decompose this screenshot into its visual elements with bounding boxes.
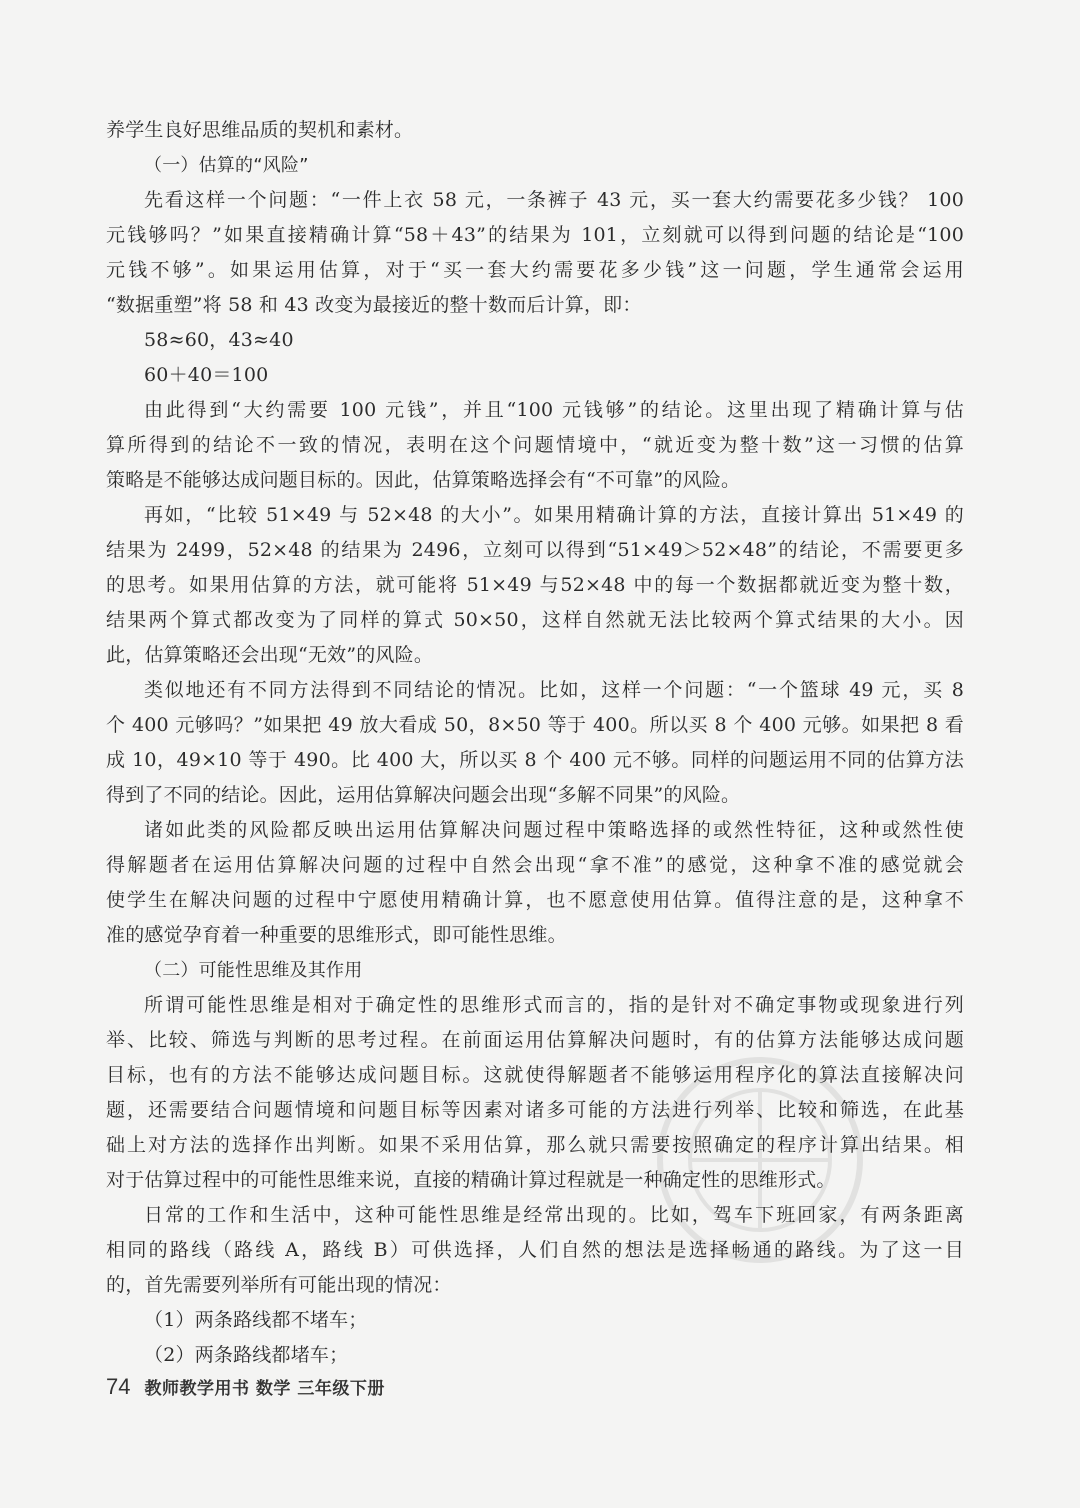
paragraph-line: 成 10，49×10 等于 490。比 400 大，所以买 8 个 400 元不够。同样的问题运用不同的估算方法 — [106, 749, 964, 771]
paragraph-line: 的思考。如果用估算的方法，就可能将 51×49 与52×48 中的每一个数据都就近变为整十数， — [106, 574, 964, 596]
page-footer — [106, 1374, 385, 1408]
equation-line: 60＋40＝100 — [144, 364, 269, 386]
paragraph-line: 得解题者在运用估算解决问题的过程中自然会出现“拿不准”的感觉，这种拿不准的感觉就会 — [106, 854, 964, 876]
section-heading: （一）估算的“风险” — [144, 155, 309, 176]
paragraph-line: 元钱够吗？”如果直接精确计算“58＋43”的结果为 101，立刻就可以得到问题的结论是“100 — [106, 224, 964, 246]
book-title: 教师教学用书 数学 三年级下册 — [144, 1379, 385, 1399]
paragraph-line: 此，估算策略还会出现“无效”的风险。 — [106, 644, 434, 666]
paragraph-line: 所谓可能性思维是相对于确定性的思维形式而言的，指的是针对不确定事物或现象进行列 — [144, 994, 964, 1016]
paragraph-line: 举、比较、筛选与判断的思考过程。在前面运用估算解决问题时，有的估算方法能够达成问题 — [106, 1029, 964, 1051]
paragraph-line: 础上对方法的选择作出判断。如果不采用估算，那么就只需要按照确定的程序计算出结果。相 — [106, 1134, 964, 1156]
paragraph-line: 得到了不同的结论。因此，运用估算解决问题会出现“多解不同果”的风险。 — [106, 784, 741, 806]
paragraph-line: 对于估算过程中的可能性思维来说，直接的精确计算过程就是一种确定性的思维形式。 — [106, 1169, 836, 1191]
paragraph-line: 的，首先需要列举所有可能出现的情况： — [106, 1274, 452, 1296]
paragraph-line: 日常的工作和生活中，这种可能性思维是经常出现的。比如，驾车下班回家，有两条距离 — [144, 1204, 964, 1226]
paragraph-line: 再如，“比较 51×49 与 52×48 的大小”。如果用精确计算的方法，直接计算出 51×49 的 — [144, 504, 964, 526]
paragraph-line: 类似地还有不同方法得到不同结论的情况。比如，这样一个问题：“一个篮球 49 元，买 8 — [144, 679, 964, 701]
paragraph-line: 相同的路线（路线 A，路线 B）可供选择，人们自然的想法是选择畅通的路线。为了这一目 — [106, 1239, 964, 1261]
section-heading: （二）可能性思维及其作用 — [144, 960, 363, 981]
paragraph-line: 题，还需要结合问题情境和问题目标等因素对诸多可能的方法进行列举、比较和筛选，在此基 — [106, 1099, 964, 1121]
paragraph-line: 养学生良好思维品质的契机和素材。 — [106, 119, 414, 141]
list-item: （2）两条路线都堵车； — [144, 1344, 349, 1366]
paragraph-line: 使学生在解决问题的过程中宁愿使用精确计算，也不愿意使用估算。值得注意的是，这种拿不 — [106, 889, 964, 911]
paragraph-line: 元钱不够”。如果运用估算，对于“买一套大约需要花多少钱”这一问题，学生通常会运用 — [106, 259, 964, 281]
paragraph-line: 准的感觉孕育着一种重要的思维形式，即可能性思维。 — [106, 924, 567, 946]
equation-line: 58≈60，43≈40 — [144, 329, 294, 351]
paragraph-line: 目标，也有的方法不能够达成问题目标。这就使得解题者不能够运用程序化的算法直接解决问 — [106, 1064, 964, 1086]
paragraph-line: 由此得到“大约需要 100 元钱”，并且“100 元钱够”的结论。这里出现了精确计算与估 — [144, 399, 964, 421]
paragraph-line: 先看这样一个问题：“一件上衣 58 元，一条裤子 43 元，买一套大约需要花多少钱？ 100 — [144, 189, 964, 211]
paragraph-line: 算所得到的结论不一致的情况，表明在这个问题情境中，“就近变为整十数”这一习惯的估算 — [106, 434, 964, 456]
paragraph-line: 结果两个算式都改变为了同样的算式 50×50，这样自然就无法比较两个算式结果的大小。因 — [106, 609, 964, 631]
paragraph-line: 诸如此类的风险都反映出运用估算解决问题过程中策略选择的或然性特征，这种或然性使 — [144, 819, 964, 841]
paragraph-line: 结果为 2499，52×48 的结果为 2496，立刻可以得到“51×49＞52×48”的结论，不需要更多 — [106, 539, 964, 561]
paragraph-line: 个 400 元够吗？”如果把 49 放大看成 50，8×50 等于 400。所以买 8 个 400 元够。如果把 8 看 — [106, 714, 964, 736]
page-body — [106, 113, 964, 1373]
paragraph-line: 策略是不能够达成问题目标的。因此，估算策略选择会有“不可靠”的风险。 — [106, 469, 741, 491]
list-item: （1）两条路线都不堵车； — [144, 1309, 368, 1331]
page-number: 74 — [106, 1374, 131, 1399]
paragraph-line: “数据重塑”将 58 和 43 改变为最接近的整十数而后计算，即： — [106, 294, 642, 316]
